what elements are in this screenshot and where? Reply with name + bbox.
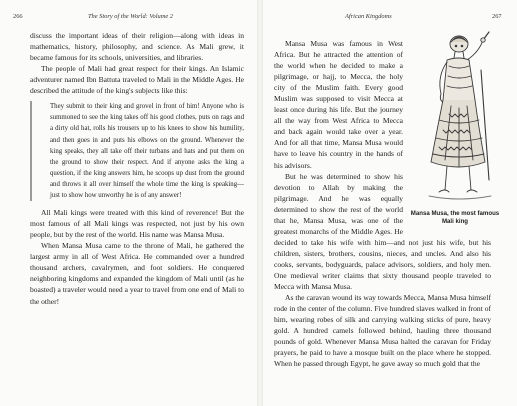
left-paragraph: discuss the important ideas of their religion—along with ideas in mathematics, history, philosophy, and science. As Mali grew, it became famous for its schools, universities, and libraries. — [30, 31, 244, 63]
quote-text: They submit to their king and grovel in front of him! Anyone who is summoned to see the king takes off his good clothes, puts on rags and a dirty old hat, rolls his trousers up to his knees to show his humility, and then goes in and puts his elbows on the ground. Whenever the king speaks, they all take off their turbans and hats and put them on the ground to show their respect. And if anyone asks the king a question, if the king answers him, he scoops up dust from the ground and throws it all over himself the whole time the king is speaking—just to show how unworthy he is of any answer! — [50, 103, 244, 200]
left-page-number: 266 — [13, 13, 23, 20]
left-page — [0, 0, 257, 406]
left-running-head: The Story of the World: Volume 2 — [88, 13, 173, 20]
left-paragraph: The people of Mali had great respect for their kings. An Islamic adventurer named Ibn Battuta traveled to Mali in the Middle Ages. He described the attitude of the king's subjects like this: — [30, 64, 244, 96]
right-running-head: African Kingdoms — [345, 13, 392, 20]
left-paragraph: When Mansa Musa came to the throne of Mali, he gathered the largest army in all of West Africa. He commanded over a hundred thousand archers, cavalrymen, and foot soldiers. He conquered neighboring kingdoms and expanded the kingdom of Mali until (as he boasted) a traveler would need a year to travel from one end of Mali to the other! — [30, 241, 244, 306]
left-page-body — [30, 30, 244, 307]
right-paragraph: Mansa Musa was famous in West Africa. But he attracted the attention of the world when he decided to make a pilgrimage, or hajj, to Mecca, the holy city of the Muslim faith. Every good Muslim was supposed to visit Mecca at least once during his life. But the journey all the way from West Africa to Mecca and back again would take over a year. And for all that time, Mansa Musa would have to leave his country in the hands of his advisors. — [274, 39, 403, 170]
mansa-musa-figure — [409, 30, 501, 230]
ibn-battuta-quote — [30, 101, 244, 201]
left-paragraph: All Mali kings were treated with this kind of reverence! But the most famous of all Mali kings was respected, not just by his own people, but by the rest of the world. His name was Mansa Musa. — [30, 208, 244, 240]
right-page-number: 267 — [492, 13, 502, 20]
right-paragraph: But he was determined to show his devotion to Allah by making the pilgrimage. And he was equally determined to show the rest of the world that he, Mansa Musa, was one of the greatest monarchs of the Middle Ages. He decided to take his wife with him—and not just his wife, but his children, sisters, brothers, cousins, nieces, and uncles. And also his cooks, servants, bodyguards, palace advisors, soldiers, and holy men. One medieval writer claims that sixty thousand people traveled to Mecca with Mansa Musa. — [274, 171, 491, 292]
right-page — [263, 0, 517, 406]
right-page-body — [274, 38, 500, 369]
figure-caption: Mansa Musa, the most famous Mali king — [410, 210, 500, 225]
mansa-musa-illustration — [409, 30, 501, 208]
right-paragraph: As the caravan wound its way towards Mecca, Mansa Musa himself rode in the center of the column. Five hundred slaves walked in front of him, wearing robes of silk and carrying walking sticks of pure, heavy gold. A hundred camels followed behind, hauling three thousand pounds of gold. Whenever Mansa Musa halted the caravan for Friday prayers, he paid to have a mosque built on the place where he stopped. When he passed through Egypt, he gave away so much gold that the — [274, 293, 491, 369]
